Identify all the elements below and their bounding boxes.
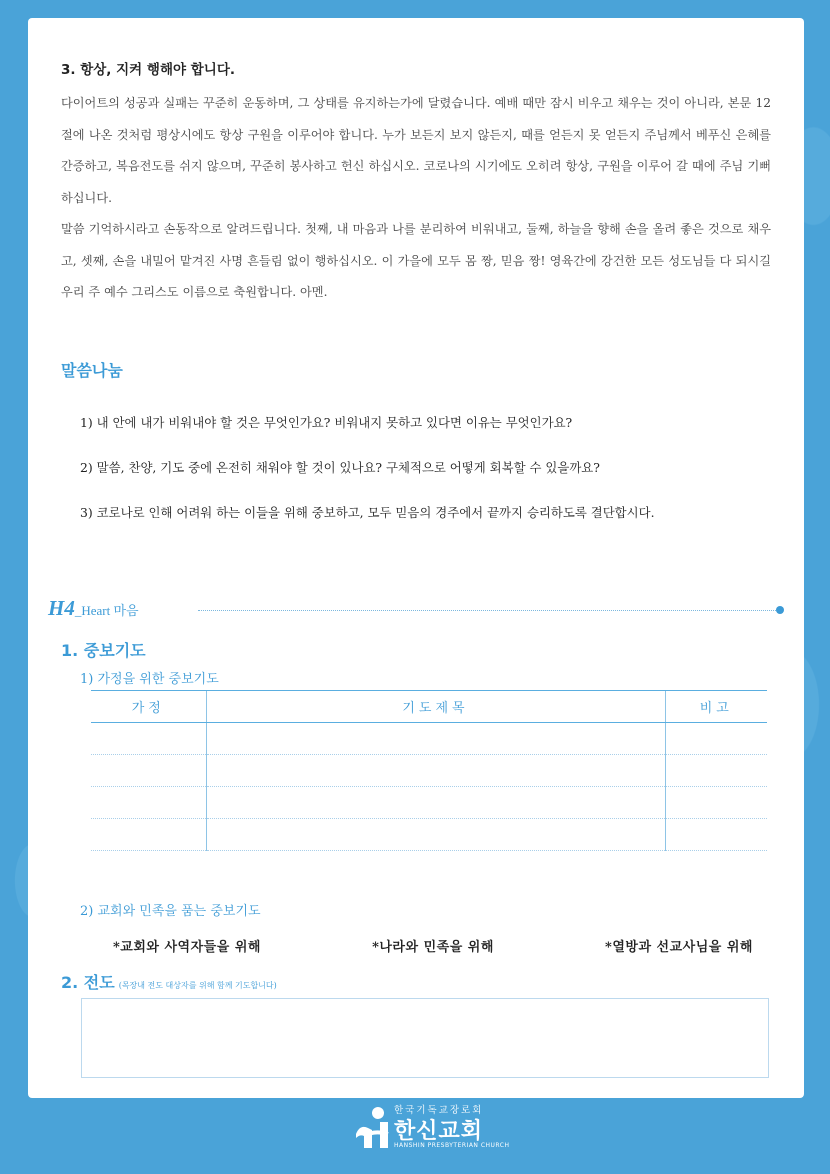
sharing-title: 말씀나눔: [61, 361, 123, 380]
cell-note[interactable]: [665, 787, 767, 819]
evangelism-note: (목장내 전도 대상자를 위해 함께 기도합니다): [118, 981, 277, 990]
table-row: [91, 819, 767, 851]
church-prayer-items: [113, 936, 753, 955]
header-note: 비고: [665, 691, 767, 723]
h4-section-header: [48, 596, 788, 620]
table-header-row: [91, 691, 767, 723]
question-item: 1) 내 안에 내가 비워내야 할 것은 무엇인가요? 비워내지 못하고 있다면 이유는 무엇인가요?: [80, 415, 573, 430]
logo-english-name: HANSHIN PRESBYTERIAN CHURCH: [394, 1142, 510, 1149]
divider-dot-icon: [776, 606, 784, 614]
cell-note[interactable]: [665, 755, 767, 787]
cell-prayer[interactable]: [206, 755, 665, 787]
cell-prayer[interactable]: [206, 787, 665, 819]
cell-family[interactable]: [91, 723, 206, 755]
header-prayer-title: 기도제목: [206, 691, 665, 723]
church-prayer-item: *나라와 민족을 위해: [372, 940, 494, 955]
family-prayer-subtitle: 1) 가정을 위한 중보기도: [80, 672, 219, 687]
table-row: [91, 787, 767, 819]
cell-family[interactable]: [91, 755, 206, 787]
sermon-heading: 3. 항상, 지켜 행해야 합니다.: [61, 62, 235, 78]
sharing-questions: [80, 413, 770, 548]
evangelism-header: [61, 970, 277, 993]
intercession-title: 1. 중보기도: [61, 641, 146, 660]
evangelism-title: 2. 전도: [61, 973, 115, 992]
church-emblem-icon: [350, 1104, 398, 1152]
family-prayer-table: [91, 690, 767, 851]
cell-note[interactable]: [665, 819, 767, 851]
page-sheet: [28, 18, 804, 1098]
church-logo: [350, 1100, 510, 1160]
table-row: [91, 723, 767, 755]
h4-subtitle: _Heart 마음: [74, 603, 139, 618]
cell-note[interactable]: [665, 723, 767, 755]
sermon-paragraph-2: 말씀 기억하시라고 손동작으로 알려드립니다. 첫째, 내 마음과 나를 분리하여 비워내고, 둘째, 하늘을 향해 손을 올려 좋은 것으로 채우고, 셋째, 손을 내밀어 맡겨진 사명 흔들림 없이 행하십시오. 이 가을에 모두 몸 짱, 믿음 짱! 영육간에 강건한 모든 성도님들 다 되시길 우리 주 예수 그리스도 이름으로 축원합니다. 아멘.: [61, 222, 771, 299]
sermon-section: [61, 58, 771, 309]
question-item: 3) 코로나로 인해 어려워 하는 이들을 위해 중보하고, 모두 믿음의 경주에서 끝까지 승리하도록 결단합시다.: [80, 505, 655, 520]
cell-prayer[interactable]: [206, 819, 665, 851]
logo-church-name: 한신교회: [394, 1119, 484, 1144]
cell-family[interactable]: [91, 819, 206, 851]
church-prayer-item: *교회와 사역자들을 위해: [113, 940, 261, 955]
table-row: [91, 755, 767, 787]
h4-mark: H4: [48, 596, 75, 620]
question-item: 2) 말씀, 찬양, 기도 중에 온전히 채워야 할 것이 있나요? 구체적으로 어떻게 회복할 수 있을까요?: [80, 460, 600, 475]
church-prayer-item: *열방과 선교사님을 위해: [605, 940, 753, 955]
cell-prayer[interactable]: [206, 723, 665, 755]
logo-denomination: 한국기독교장로회: [394, 1105, 484, 1116]
cell-family[interactable]: [91, 787, 206, 819]
header-family: 가정: [91, 691, 206, 723]
divider-line: [198, 610, 778, 611]
sermon-paragraph-1: 다이어트의 성공과 실패는 꾸준히 운동하며, 그 상태를 유지하는가에 달렸습니다. 예배 때만 잠시 비우고 채우는 것이 아니라, 본문 12절에 나온 것처럼 평상시에도 항상 구원을 이루어야 합니다. 누가 보든지 보지 않든지, 때를 얻든지 못 얻든지 주님께서 베푸신 은혜를 간증하고, 복음전도를 쉬지 않으며, 꾸준히 봉사하고 헌신 하십시오. 코로나의 시기에도 오히려 항상, 구원을 이루어 갈 때에 주님 기뻐하십니다.: [61, 96, 771, 205]
evangelism-box[interactable]: [81, 998, 769, 1078]
church-prayer-subtitle: 2) 교회와 민족을 품는 중보기도: [80, 904, 261, 919]
